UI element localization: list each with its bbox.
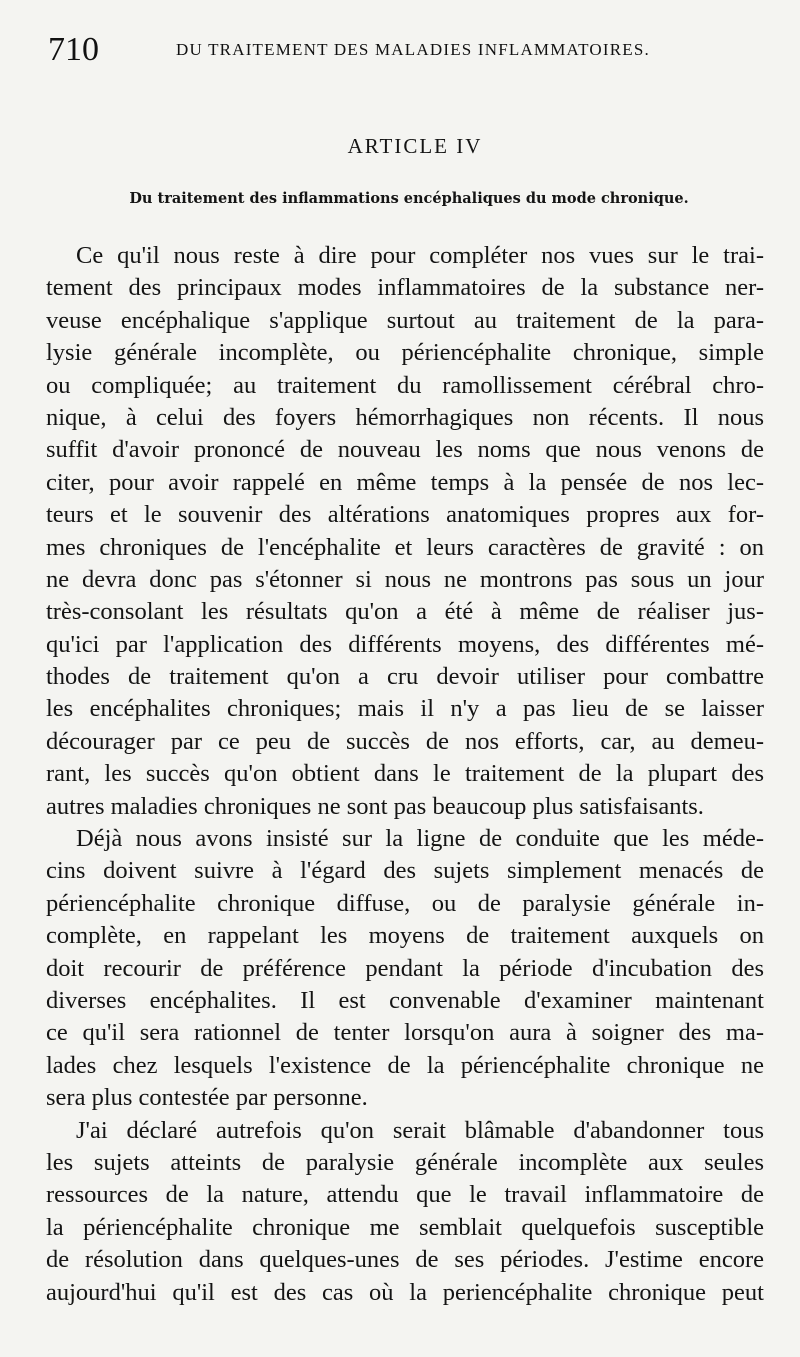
text-line: doit recourir de préférence pendant la période d'incubation des [46,954,764,982]
body-text [46,240,764,1309]
text-line: les encéphalites chroniques; mais il n'y a pas lieu de se laisser [46,695,764,723]
text-line: décourager par ce peu de succès de nos efforts, car, au demeu- [46,727,764,755]
text-line: suffit d'avoir prononcé de nouveau les noms que nous venons de [46,436,764,464]
text-line: ou compliquée; au traitement du ramollissement cérébral chro- [46,371,764,399]
text-line: les sujets atteints de paralysie générale incomplète aux seules [46,1148,764,1176]
text-line: mes chroniques de l'encéphalite et leurs caractères de gravité : on [46,533,764,561]
text-line: qu'ici par l'application des différents moyens, des différentes mé- [46,630,764,658]
text-line: veuse encéphalique s'applique surtout au traitement de la para- [46,306,764,334]
text-line: autres maladies chroniques ne sont pas beaucoup plus satisfaisants. [46,792,704,820]
text-line: Ce qu'il nous reste à dire pour compléter nos vues sur le trai- [76,242,764,269]
section-title: Du traitement des inflammations encéphaliques du mode chronique. [129,190,689,207]
text-line: ne devra donc pas s'étonner si nous ne montrons pas sous un jour [46,565,764,593]
text-line: thodes de traitement qu'on a cru devoir utiliser pour combattre [46,663,764,691]
text-line: aujourd'hui qu'il est des cas où la periencéphalite chronique peut [46,1278,764,1306]
page-number: 710 [48,31,99,68]
text-line: Déjà nous avons insisté sur la ligne de conduite que les méde- [76,825,764,853]
text-line: périencéphalite chronique diffuse, ou de paralysie générale in- [46,889,764,917]
text-line: diverses encéphalites. Il est convenable d'examiner maintenant [46,986,764,1014]
article-heading: ARTICLE IV [347,134,483,158]
running-head [48,30,752,70]
text-line: de résolution dans quelques-unes de ses périodes. J'estime encore [46,1246,764,1274]
text-line: nique, à celui des foyers hémorrhagiques non récents. Il nous [46,403,764,431]
text-line: complète, en rappelant les moyens de traitement auxquels on [46,922,764,950]
text-line: teurs et le souvenir des altérations anatomiques propres aux for- [46,501,764,529]
text-line: très-consolant les résultats qu'on a été à même de réaliser jus- [46,598,764,626]
text-line: sera plus contestée par personne. [46,1084,368,1112]
running-title: DU TRAITEMENT DES MALADIES INFLAMMATOIRES. [176,40,650,59]
text-line: J'ai déclaré autrefois qu'on serait blâmable d'abandonner tous [76,1116,764,1144]
text-line: ressources de la nature, attendu que le travail inflammatoire de [46,1181,764,1209]
text-line: tement des principaux modes inflammatoires de la substance ner- [46,274,764,302]
text-line: cins doivent suivre à l'égard des sujets simplement menacés de [46,857,764,885]
text-line: rant, les succès qu'on obtient dans le traitement de la plupart des [46,760,764,788]
text-line: citer, pour avoir rappelé en même temps à la pensée de nos lec- [46,468,764,496]
text-line: lades chez lesquels l'existence de la périencéphalite chronique ne [46,1051,764,1079]
text-line: ce qu'il sera rationnel de tenter lorsqu'on aura à soigner des ma- [46,1019,764,1047]
text-line: la périencéphalite chronique me semblait quelquefois susceptible [46,1213,764,1241]
text-line: lysie générale incomplète, ou périencéphalite chronique, simple [46,339,764,367]
